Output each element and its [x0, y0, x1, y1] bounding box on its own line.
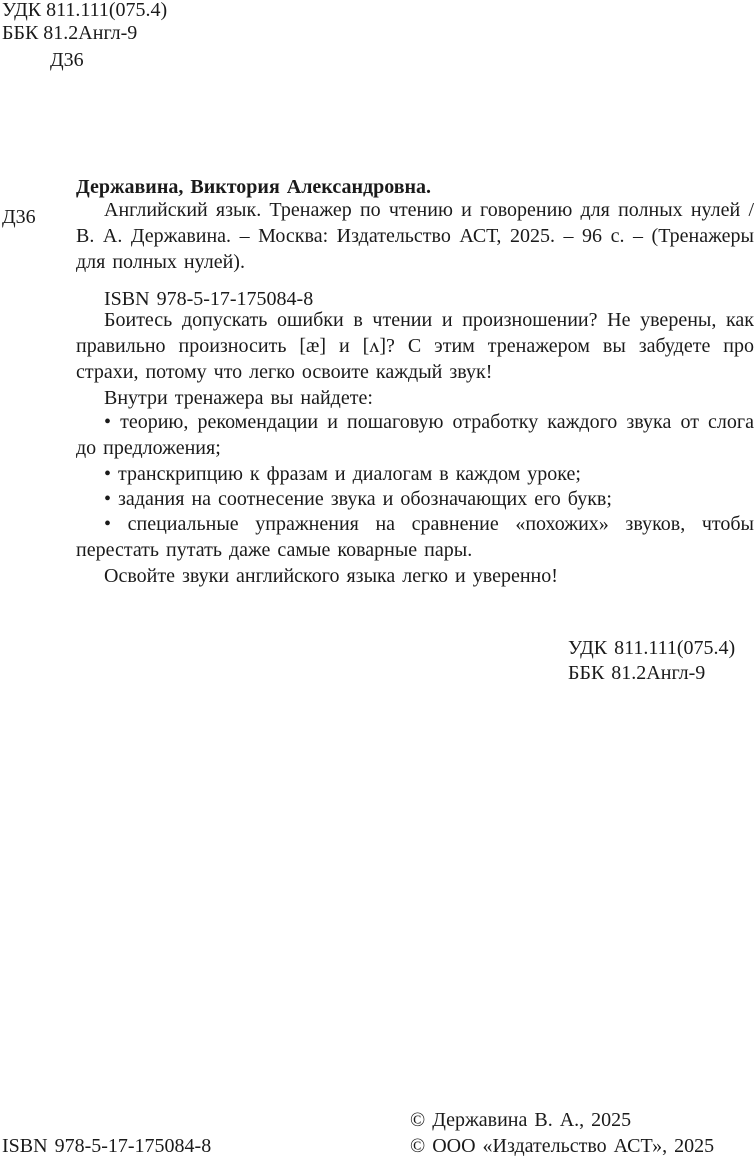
- bullet-item: • теорию, рекомендации и пошаговую отработку каждого звука от слога до предложения;: [76, 411, 754, 459]
- bullet-item: • транскрипцию к фразам и диалогам в каждом уроке;: [104, 463, 581, 485]
- author-mark: Д36: [50, 49, 84, 71]
- bullet-item: • задания на соотнесение звука и обозначающих его букв;: [104, 488, 612, 510]
- bbk-code: ББК 81.2Англ-9: [2, 22, 138, 44]
- bbk-code-right: ББК 81.2Англ-9: [568, 662, 706, 684]
- author-heading: Державина, Виктория Александровна.: [76, 176, 432, 198]
- closing-line: Освойте звуки английского языка легко и уверенно!: [104, 565, 558, 587]
- book-description: Английский язык. Тренажер по чтению и говорению для полных нулей / В. А. Державина. – Москва: Издательство АСТ, 2025. – 96 с. – (Тренажеры для полных нулей).: [76, 199, 754, 273]
- annotation-intro: Боитесь допускать ошибки в чтении и произношении? Не уверены, как правильно произносить [æ] и [ʌ]? С этим тренажером вы забудете про страхи, потому что легко освоите каждый звук!: [76, 309, 754, 383]
- bullet-item: • специальные упражнения на сравнение «похожих» звуков, чтобы перестать путать даже самые коварные пары.: [76, 513, 754, 561]
- copyright-author: © Державина В. А., 2025: [410, 1109, 632, 1131]
- isbn-line: ISBN 978-5-17-175084-8: [104, 288, 314, 310]
- margin-mark: Д36: [2, 206, 36, 228]
- inside-label: Внутри тренажера вы найдете:: [104, 387, 373, 409]
- copyright-publisher: © ООО «Издательство АСТ», 2025: [410, 1135, 715, 1157]
- udk-code: УДК 811.111(075.4): [2, 0, 168, 21]
- footer-isbn: ISBN 978-5-17-175084-8: [2, 1135, 212, 1157]
- udk-code-right: УДК 811.111(075.4): [568, 637, 736, 659]
